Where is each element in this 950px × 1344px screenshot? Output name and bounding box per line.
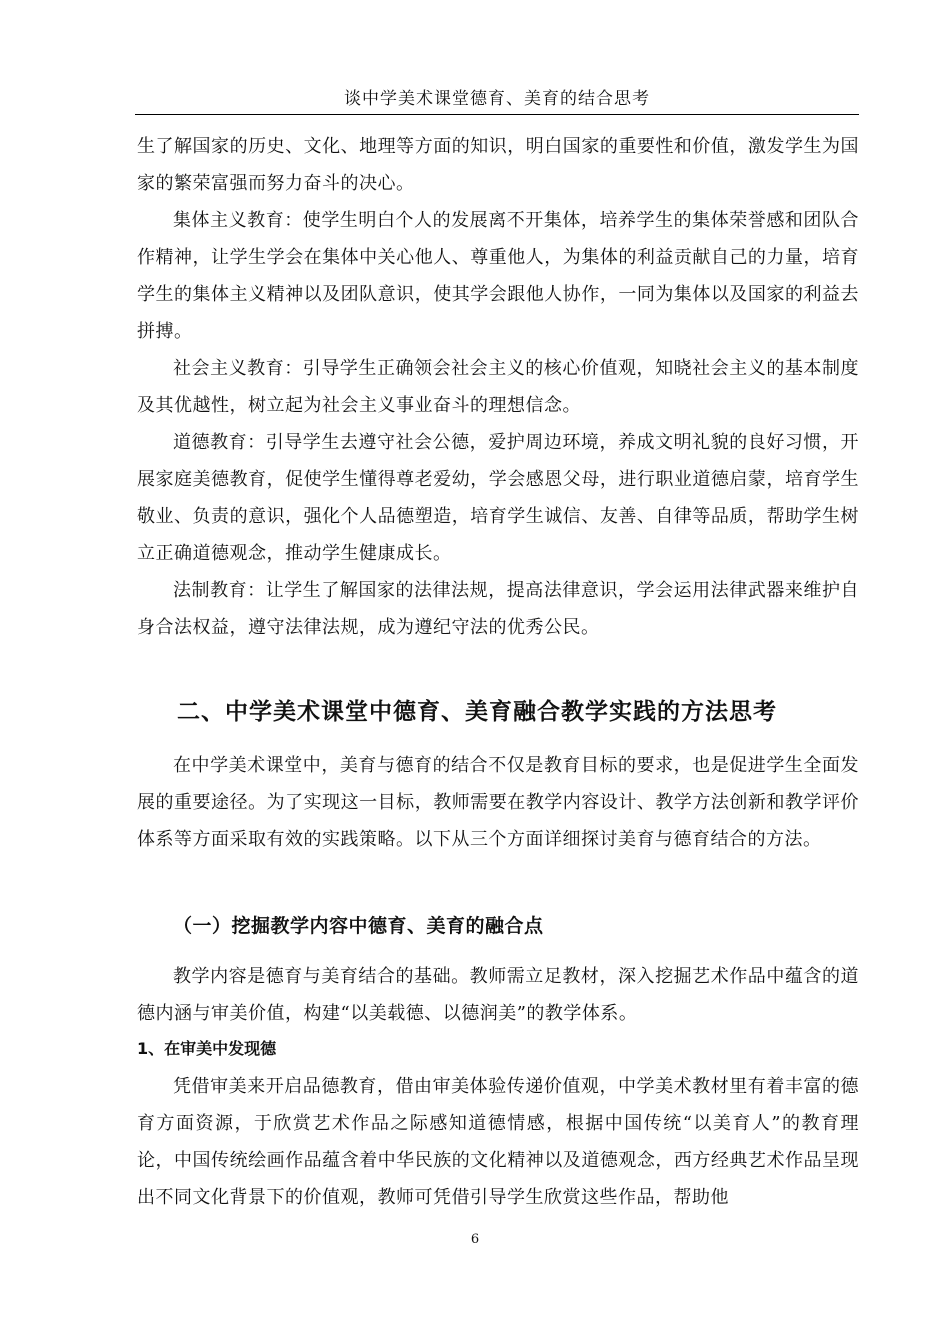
paragraph-content: 教学内容是德育与美育结合的基础。教师需立足教材，深入挖掘艺术作品中蕴含的道德内涵与审美价值，构建“以美载德、以德润美”的教学体系。 [137, 966, 859, 1024]
subsection-heading: （一）挖掘教学内容中德育、美育的融合点 [173, 915, 544, 937]
paragraph-legal: 法制教育：让学生了解国家的法律法规，提高法律意识，学会运用法律武器来维护自身合法权益，遵守法律法规，成为遵纪守法的优秀公民。 [137, 580, 859, 638]
subsection-body [137, 958, 859, 1032]
page-number: 6 [470, 1232, 480, 1247]
paragraph: 生了解国家的历史、文化、地理等方面的知识，明白国家的重要性和价值，激发学生为国家的繁荣富强而努力奋斗的决心。 [137, 136, 859, 194]
page-header [135, 84, 859, 115]
paragraph-aesthetic: 凭借审美来开启品德教育，借由审美体验传递价值观，中学美术教材里有着丰富的德育方面资源，于欣赏艺术作品之际感知道德情感，根据中国传统“以美育人”的教育理论，中国传统绘画作品蕴含着中华民族的文化精神以及道德观念，西方经典艺术作品呈现出不同文化背景下的价值观，教师可凭借引导学生欣赏这些作品，帮助他 [137, 1076, 859, 1208]
section-heading: 二、中学美术课堂中德育、美育融合教学实践的方法思考 [177, 699, 777, 725]
paragraph-morality: 道德教育：引导学生去遵守社会公德，爱护周边环境，养成文明礼貌的良好习惯，开展家庭美德教育，促使学生懂得尊老爱幼，学会感恩父母，进行职业道德启蒙，培育学生敬业、负责的意识，强化个人品德塑造，培育学生诚信、友善、自律等品质，帮助学生树立正确道德观念，推动学生健康成长。 [137, 432, 859, 564]
paragraph-intro: 在中学美术课堂中，美育与德育的结合不仅是教育目标的要求，也是促进学生全面发展的重要途径。为了实现这一目标，教师需要在教学内容设计、教学方法创新和教学评价体系等方面采取有效的实践策略。以下从三个方面详细探讨美育与德育结合的方法。 [137, 755, 859, 850]
item-heading: 1、在审美中发现德 [137, 1039, 277, 1058]
item-body [137, 1068, 859, 1216]
section2-intro [137, 747, 859, 858]
header-title: 谈中学美术课堂德育、美育的结合思考 [344, 89, 650, 109]
paragraph-socialism: 社会主义教育：引导学生正确领会社会主义的核心价值观，知晓社会主义的基本制度及其优越性，树立起为社会主义事业奋斗的理想信念。 [137, 358, 859, 416]
paragraph-collectivism: 集体主义教育：使学生明白个人的发展离不开集体，培养学生的集体荣誉感和团队合作精神，让学生学会在集体中关心他人、尊重他人，为集体的利益贡献自己的力量，培育学生的集体主义精神以及团队意识，使其学会跟他人协作，一同为集体以及国家的利益去拼搏。 [137, 210, 859, 342]
section1-body [137, 128, 859, 646]
